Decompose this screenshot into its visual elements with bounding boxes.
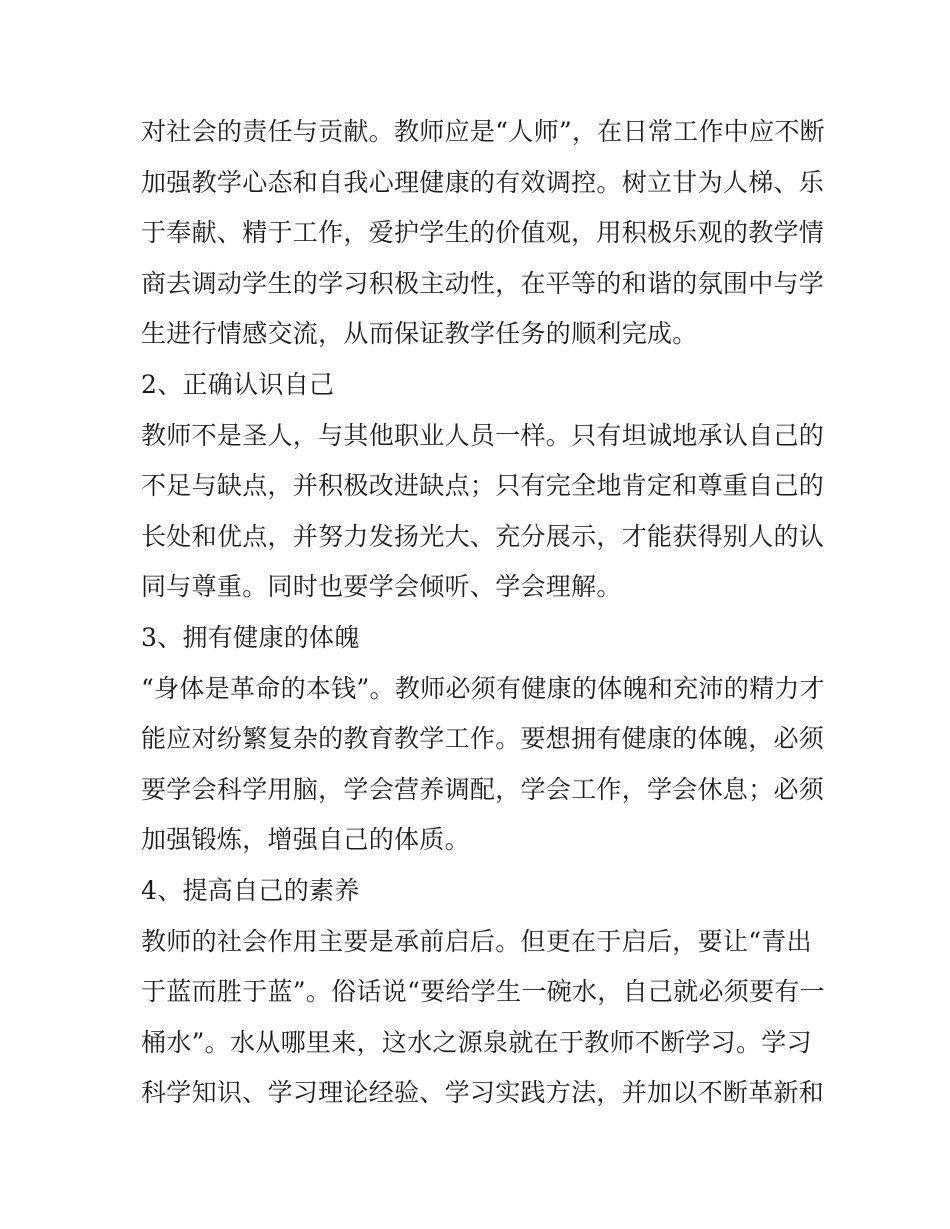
paragraph-line: 商去调动学生的学习积极主动性，在平等的和谐的氛围中与学	[141, 268, 825, 298]
paragraph-line: 长处和优点，并努力发扬光大、充分展示，才能获得别人的认	[141, 521, 825, 551]
paragraph-line: 对社会的责任与贡献。教师应是“人师”，在日常工作中应不断	[141, 117, 825, 146]
section-heading: 2、正确认识自己	[141, 369, 335, 399]
section-heading: 3、拥有健康的体魄	[141, 622, 360, 652]
paragraph-line: 能应对纷繁复杂的教育教学工作。要想拥有健康的体魄，必须	[141, 724, 825, 754]
paragraph-line: 教师的社会作用主要是承前启后。但更在于启后，要让“青出	[141, 926, 812, 956]
paragraph-line: 生进行情感交流，从而保证教学任务的顺利完成。	[141, 319, 698, 349]
paragraph-line: 科学知识、学习理论经验、学习实践方法，并加以不断革新和	[141, 1078, 825, 1108]
paragraph-line: 不足与缺点，并积极改进缺点；只有完全地肯定和尊重自己的	[141, 471, 825, 501]
paragraph-line: 同与尊重。同时也要学会倾听、学会理解。	[141, 572, 622, 602]
paragraph-line: 于奉献、精于工作，爱护学生的价值观，用积极乐观的教学情	[141, 218, 825, 248]
paragraph-line: 于蓝而胜于蓝”。俗话说“要给学生一碗水，自己就必须要有一	[141, 977, 825, 1007]
paragraph-line: 桶水”。水从哪里来，这水之源泉就在于教师不断学习。学习	[141, 1027, 812, 1057]
paragraph-line: 加强锻炼，增强自己的体质。	[141, 825, 470, 855]
paragraph-line: 加强教学心态和自我心理健康的有效调控。树立甘为人梯、乐	[141, 167, 825, 197]
document-body	[141, 107, 825, 1119]
paragraph-line: 要学会科学用脑，学会营养调配，学会工作，学会休息；必须	[141, 774, 825, 804]
paragraph-line: 教师不是圣人，与其他职业人员一样。只有坦诚地承认自己的	[141, 420, 825, 450]
section-heading: 4、提高自己的素养	[141, 875, 360, 905]
paragraph-line: “身体是革命的本钱”。教师必须有健康的体魄和充沛的精力才	[141, 673, 825, 703]
